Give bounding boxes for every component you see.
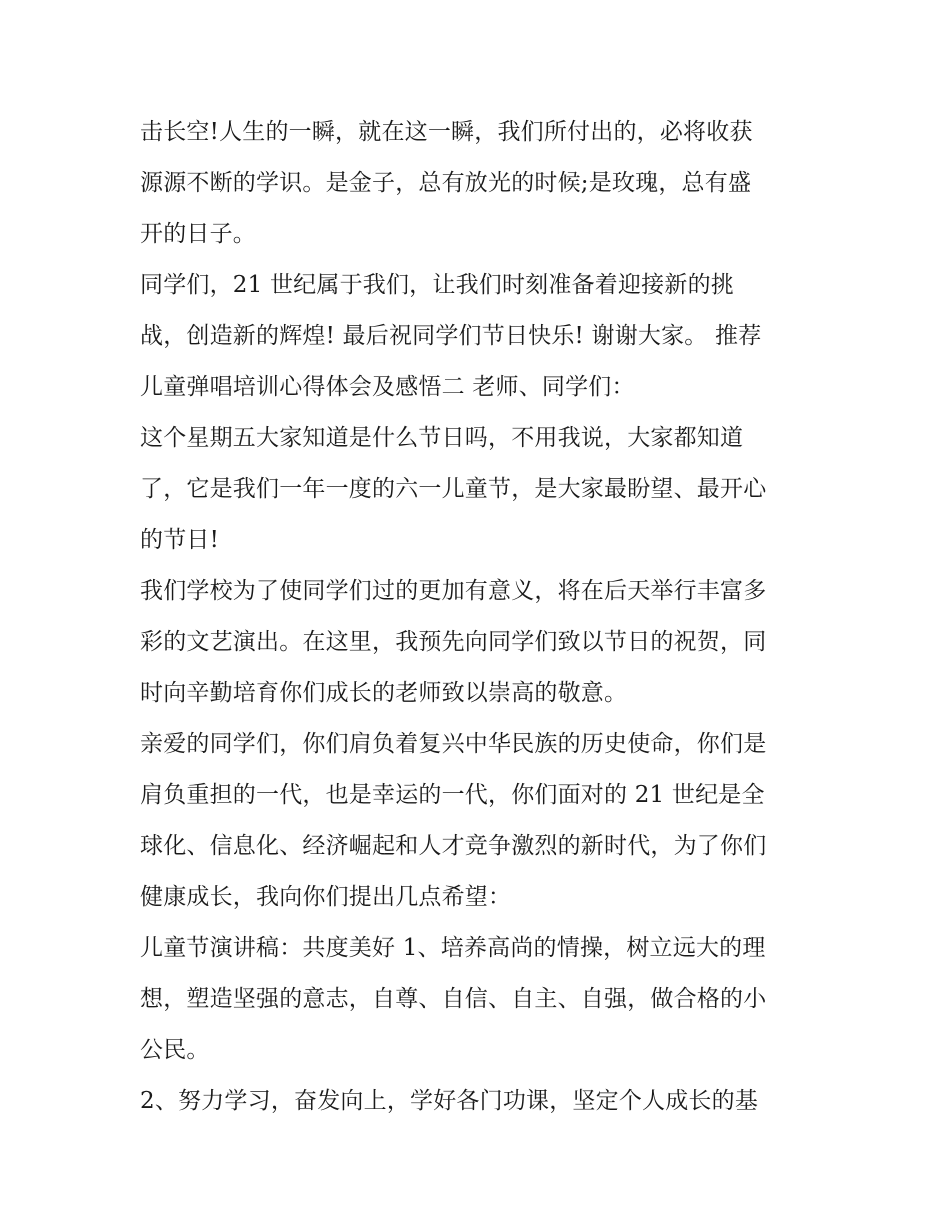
text-line: 亲爱的同学们，你们肩负着复兴中华民族的历史使命，你们是 — [140, 731, 767, 757]
text-line: 时向辛勤培育你们成长的老师致以崇高的敬意。 — [140, 680, 628, 706]
text-line: 战，创造新的辉煌! 最后祝同学们节日快乐! 谢谢大家。 推荐 — [140, 323, 762, 349]
text-line: 球化、信息化、经济崛起和人才竞争激烈的新时代，为了你们 — [140, 833, 767, 859]
text-line: 儿童节演讲稿：共度美好 1、培养高尚的情操，树立远大的理 — [140, 935, 766, 961]
text-line: 彩的文艺演出。在这里，我预先向同学们致以节日的祝贺，同 — [140, 629, 767, 655]
text-line: 肩负重担的一代，也是幸运的一代，你们面对的 21 世纪是全 — [140, 782, 765, 808]
text-line: 想，塑造坚强的意志，自尊、自信、自主、自强，做合格的小 — [140, 986, 767, 1012]
text-line: 击长空!人生的一瞬，就在这一瞬，我们所付出的，必将收获 — [140, 119, 753, 145]
text-line: 了，它是我们一年一度的六一儿童节，是大家最盼望、最开心 — [140, 476, 767, 502]
text-line: 2、努力学习，奋发向上，学好各门功课，坚定个人成长的基 — [140, 1088, 759, 1114]
body-text — [140, 107, 820, 1127]
text-line: 这个星期五大家知道是什么节日吗，不用我说，大家都知道 — [140, 425, 744, 451]
text-line: 的节日! — [140, 527, 220, 553]
text-line: 开的日子。 — [140, 221, 256, 247]
text-line: 源源不断的学识。是金子，总有放光的时候;是玫瑰，总有盛 — [140, 170, 752, 196]
text-line: 同学们，21 世纪属于我们，让我们时刻准备着迎接新的挑 — [140, 272, 734, 298]
text-line: 儿童弹唱培训心得体会及感悟二 老师、同学们： — [140, 374, 635, 400]
text-line: 我们学校为了使同学们过的更加有意义，将在后天举行丰富多 — [140, 578, 767, 604]
text-line: 健康成长，我向你们提出几点希望： — [140, 884, 512, 910]
text-line: 公民。 — [140, 1037, 210, 1063]
